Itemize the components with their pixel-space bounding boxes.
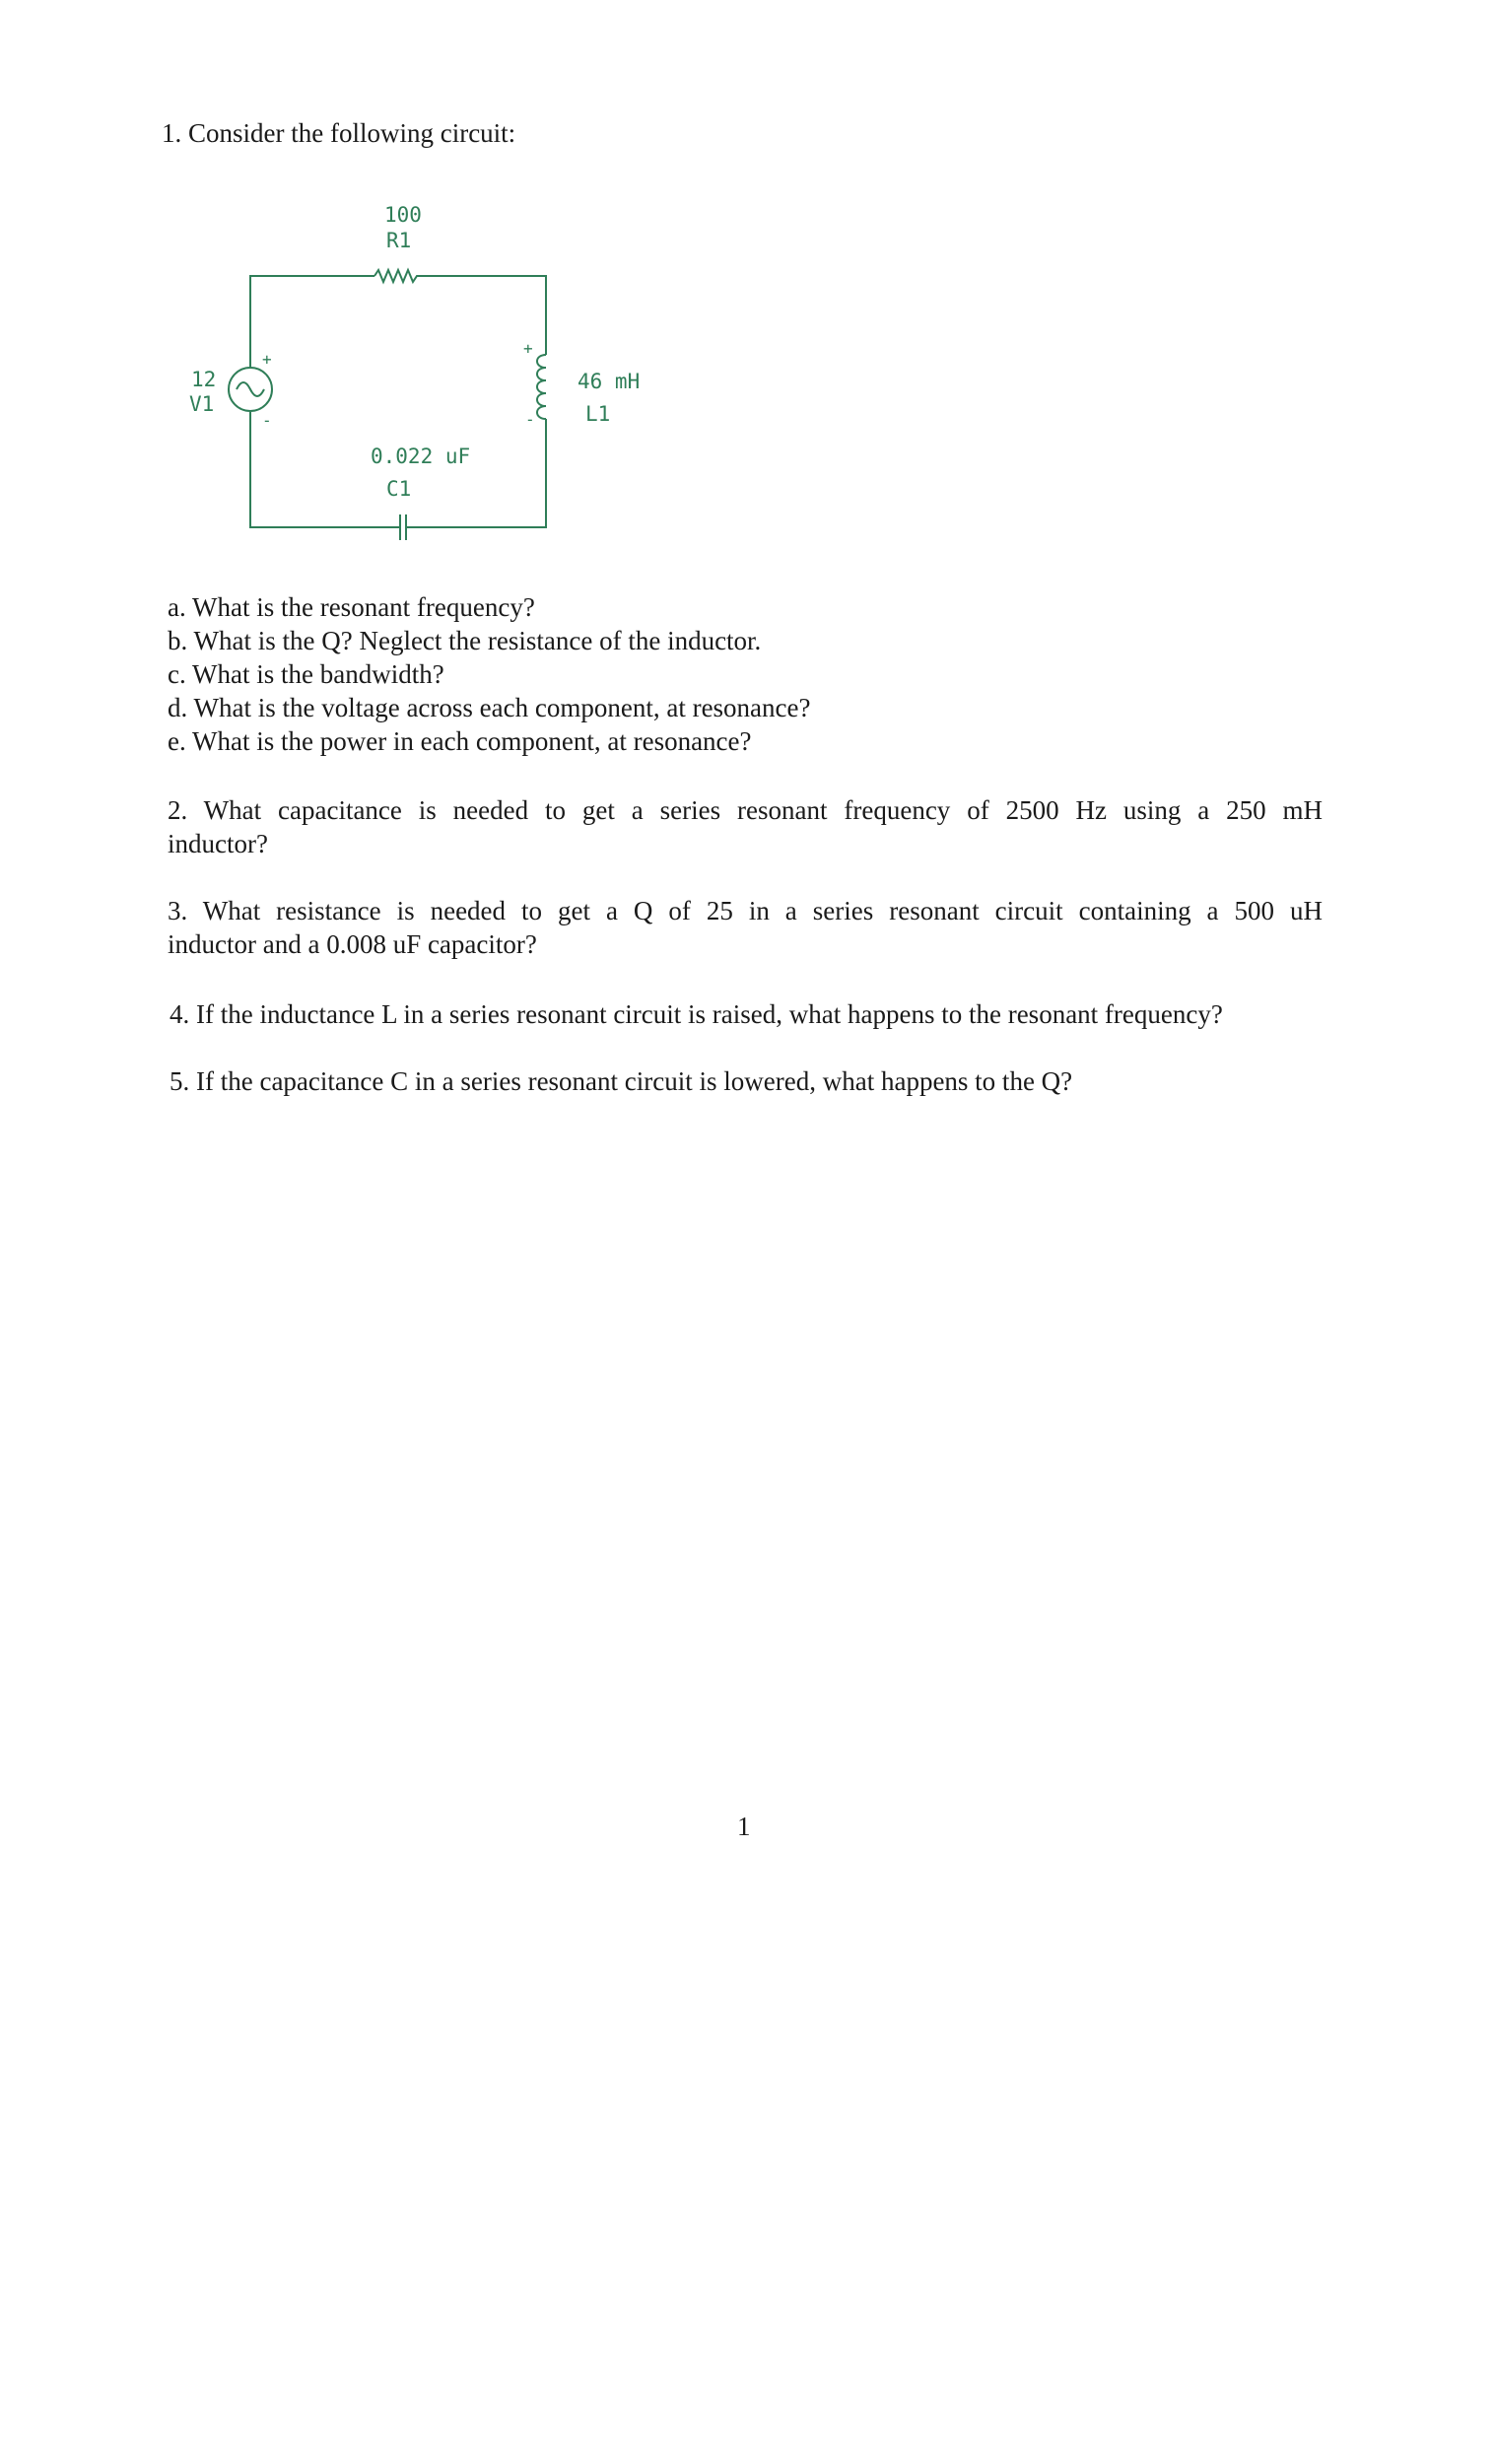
question-2: [168, 793, 1323, 860]
capacitor-name: C1: [386, 477, 412, 501]
wire-top-left: [250, 276, 374, 278]
inductor-value: 46 mH: [578, 370, 641, 393]
question-1b: b. What is the Q? Neglect the resistance of the inductor.: [168, 626, 762, 655]
question-1a: a. What is the resonant frequency?: [168, 592, 535, 622]
source-plus: +: [262, 350, 272, 369]
question-2-line-1: 2. What capacitance is needed to get a series resonant frequency of 2500 Hz using a 250 mH: [168, 795, 1323, 825]
question-2-line-2: inductor?: [168, 829, 268, 858]
question-5: 5. If the capacitance C in a series resonant circuit is lowered, what happens to the Q?: [170, 1066, 1073, 1096]
question-3-line-1: 3. What resistance is needed to get a Q of 25 in a series resonant circuit containing a 500 uH: [168, 896, 1323, 925]
inductor-minus: -: [525, 410, 535, 429]
question-1c: c. What is the bandwidth?: [168, 659, 444, 689]
wire-left-bottom: [250, 412, 400, 527]
wire-right-bottom: [406, 419, 546, 527]
sine-wave-icon: [237, 382, 264, 396]
source-value: 12: [191, 368, 217, 391]
question-1-title: 1. Consider the following circuit:: [162, 118, 516, 148]
series-rlc-circuit-diagram: [177, 192, 641, 557]
question-1d: d. What is the voltage across each component, at resonance?: [168, 693, 811, 722]
resistor-value: 100: [384, 203, 422, 227]
resistor-name: R1: [386, 229, 412, 252]
capacitor-value: 0.022 uF: [371, 445, 471, 468]
question-3: [168, 894, 1323, 961]
source-name: V1: [189, 392, 215, 416]
question-4: 4. If the inductance L in a series resonant circuit is raised, what happens to the resonant frequency?: [170, 999, 1223, 1029]
source-minus: -: [262, 411, 272, 430]
page-number: 1: [737, 1812, 751, 1841]
inductor-symbol: [537, 355, 546, 419]
resistor-symbol: [374, 270, 420, 282]
question-1e: e. What is the power in each component, at resonance?: [168, 726, 752, 756]
inductor-plus: +: [523, 339, 533, 358]
inductor-name: L1: [585, 402, 611, 426]
capacitor-symbol: [400, 514, 406, 540]
question-3-line-2: inductor and a 0.008 uF capacitor?: [168, 929, 537, 959]
